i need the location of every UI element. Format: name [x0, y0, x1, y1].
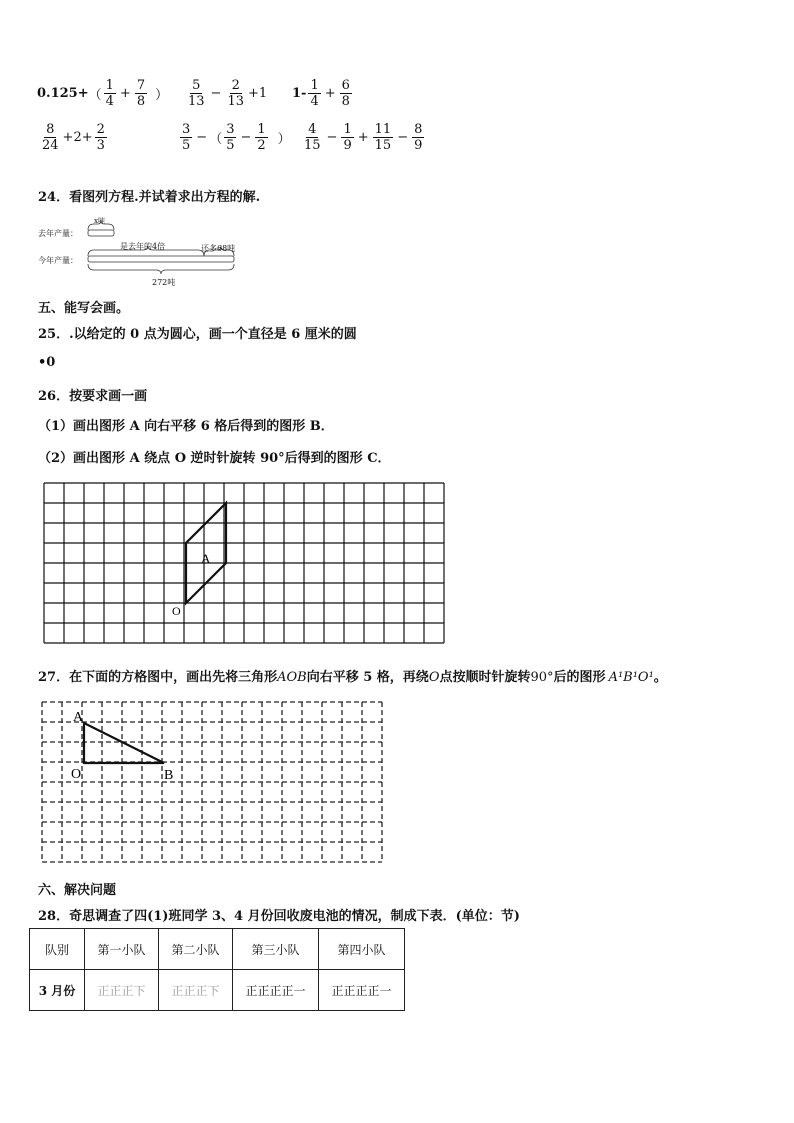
calc-expr-4: $\frac{8}{24}$ +2+ $\frac{2}{3}$ — [42, 122, 105, 153]
table-cell: 正正正下 — [85, 970, 159, 1011]
calc-expr-1: 0.125+ （ $\frac{1}{4}$ + $\frac{7}{8}$ ） — [37, 78, 169, 109]
table-header: 队别 — [30, 929, 85, 970]
section-6-title: 六、解决问题 — [38, 883, 117, 898]
q26-sub1: （1）画出图形 A 向右平移 6 格后得到的图形 B． — [38, 419, 334, 434]
total-label: 272吨 — [152, 278, 176, 287]
q26-text: 26．按要求画一画 — [38, 389, 148, 404]
fraction: $\frac{4}{15}$ — [304, 122, 321, 153]
fraction: $\frac{1}{4}$ — [105, 78, 114, 109]
fraction: $\frac{2}{3}$ — [96, 122, 105, 153]
q27-grid — [40, 700, 384, 864]
section-5-title: 五、能写会画。 — [38, 301, 130, 316]
fraction: $\frac{7}{8}$ — [136, 78, 146, 109]
table-row-label: 3 月份 — [30, 970, 85, 1011]
label-a: A — [201, 551, 211, 566]
calc-expr-3: 1- $\frac{1}{4}$ + $\frac{6}{8}$ — [292, 78, 350, 109]
label-a: A — [73, 710, 84, 725]
table-header-row — [30, 929, 405, 970]
calc-expr-6: $\frac{4}{15}$ − $\frac{1}{9}$ + $\frac{11}{15}$ − $\frac{8}{9}$ — [304, 122, 423, 153]
table-header: 第三小队 — [233, 929, 319, 970]
this-year-label: 今年产量： — [38, 256, 78, 265]
fraction: $\frac{6}{8}$ — [341, 78, 350, 109]
label-o: O — [172, 604, 181, 618]
fraction: $\frac{8}{9}$ — [414, 122, 423, 153]
more-label: 还多68吨 — [201, 244, 236, 253]
calc-expr-5: $\frac{3}{5}$ − （ $\frac{3}{5}$ − $\frac{1}{2}$ ） — [182, 122, 291, 153]
q27-text: 27．在下面的方格图中，画出先将三角形AOB向右平移 5 格，再绕O点按顺时针旋转90°后的图形 A¹B¹O¹。 — [38, 670, 667, 685]
q28-table — [29, 928, 405, 1011]
table-header: 第二小队 — [159, 929, 233, 970]
fraction: $\frac{2}{13}$ — [227, 78, 244, 109]
q25-point: •0 — [38, 355, 56, 370]
q26-sub2: （2）画出图形 A 绕点 O 逆时针旋转 90°后得到的图形 C． — [38, 451, 391, 466]
table-header: 第四小队 — [319, 929, 405, 970]
table-header: 第一小队 — [85, 929, 159, 970]
label-o: O — [71, 767, 82, 782]
last-year-label: 去年产量： — [38, 229, 78, 238]
calc-expr-2: $\frac{5}{13}$ − $\frac{2}{13}$ +1 — [188, 78, 268, 109]
label-b: B — [164, 768, 174, 783]
table-cell: 正正正下 — [159, 970, 233, 1011]
fraction: $\frac{1}{4}$ — [310, 78, 319, 109]
x-ton-label: x吨 — [94, 217, 105, 225]
q26-grid — [42, 481, 446, 649]
q24-diagram — [38, 216, 258, 288]
times-label: 是去年的4倍 — [120, 242, 166, 251]
fraction: $\frac{1}{9}$ — [343, 122, 352, 153]
fraction: $\frac{3}{5}$ — [226, 122, 235, 153]
fraction: $\frac{3}{5}$ — [182, 122, 191, 153]
q28-text: 28．奇思调查了四(1)班同学 3、4 月份回收废电池的情况，制成下表．(单位：节) — [38, 909, 520, 924]
fraction: $\frac{11}{15}$ — [374, 122, 392, 153]
table-cell: 正正正正一 — [233, 970, 319, 1011]
table-cell: 正正正正一 — [319, 970, 405, 1011]
q25-text: 25．.以给定的 0 点为圆心，画一个直径是 6 厘米的圆 — [38, 327, 357, 342]
fraction: $\frac{1}{2}$ — [257, 122, 266, 153]
triangle-aob — [84, 723, 164, 763]
q24-text: 24．看图列方程.并试着求出方程的解. — [38, 190, 261, 205]
fraction: $\frac{8}{24}$ — [42, 122, 59, 153]
expr-prefix: 0.125+ — [37, 86, 89, 101]
fraction: $\frac{5}{13}$ — [188, 78, 205, 109]
table-row — [30, 970, 405, 1011]
